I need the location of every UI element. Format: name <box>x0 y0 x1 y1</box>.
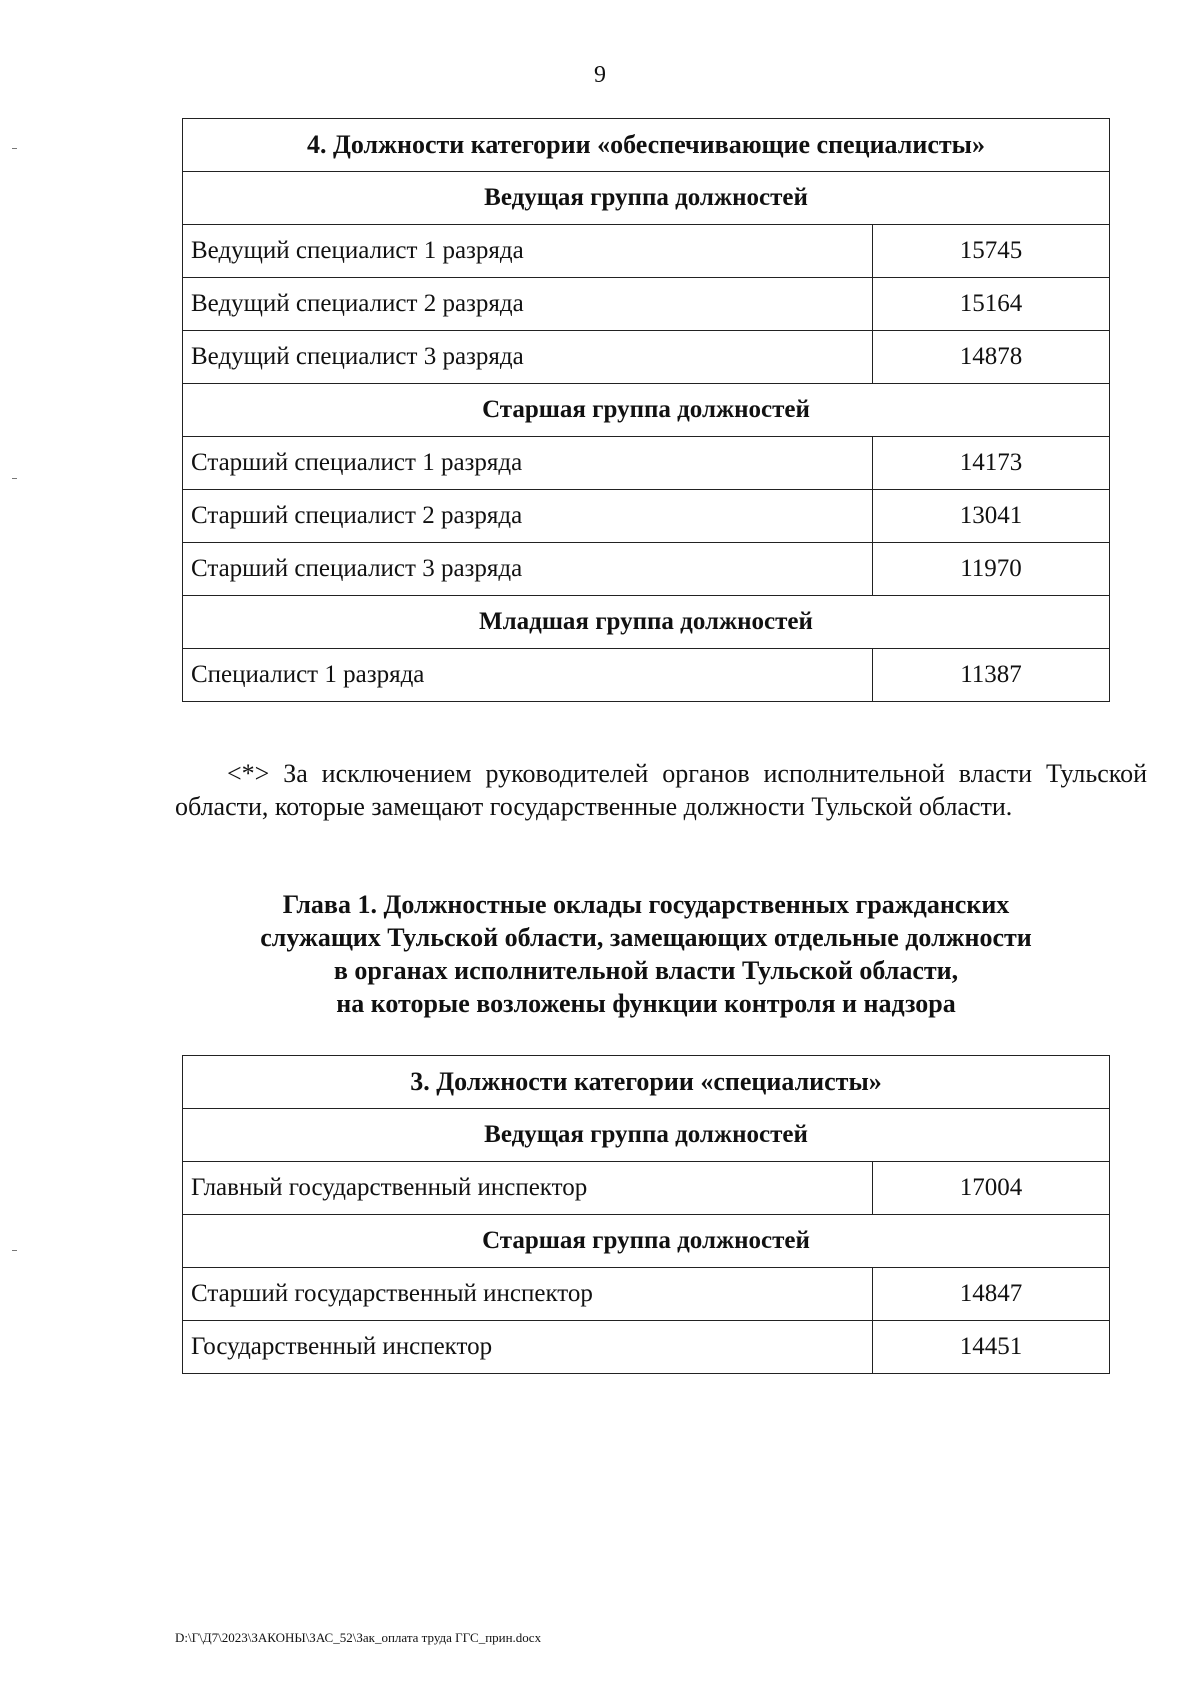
salary-cell: 15164 <box>873 278 1110 331</box>
group-heading-row <box>183 384 1110 437</box>
position-cell: Старший государственный инспектор <box>183 1268 873 1321</box>
table-row <box>183 331 1110 384</box>
group-heading-row <box>183 1109 1110 1162</box>
chapter-title-line: на которые возложены функции контроля и надзора <box>336 989 956 1018</box>
position-cell: Специалист 1 разряда <box>183 649 873 702</box>
position-cell: Государственный инспектор <box>183 1321 873 1374</box>
table-row <box>183 490 1110 543</box>
table-row <box>183 1268 1110 1321</box>
group-heading-row <box>183 596 1110 649</box>
group-heading: Младшая группа должностей <box>183 596 1110 649</box>
position-cell: Старший специалист 3 разряда <box>183 543 873 596</box>
table-row <box>183 1321 1110 1374</box>
salary-cell: 17004 <box>873 1162 1110 1215</box>
scan-margin-mark <box>12 1250 17 1251</box>
table-title: 3. Должности категории «специалисты» <box>183 1056 1110 1109</box>
group-heading: Ведущая группа должностей <box>183 172 1110 225</box>
salary-table-specialists <box>182 1055 1110 1374</box>
table-row <box>183 278 1110 331</box>
table-row <box>183 1162 1110 1215</box>
position-cell: Ведущий специалист 1 разряда <box>183 225 873 278</box>
scan-margin-mark <box>12 478 17 479</box>
page-number: 9 <box>594 62 606 88</box>
salary-cell: 14847 <box>873 1268 1110 1321</box>
group-heading: Ведущая группа должностей <box>183 1109 1110 1162</box>
chapter-title-line: Глава 1. Должностные оклады государственных гражданских <box>282 890 1010 919</box>
salary-cell: 14878 <box>873 331 1110 384</box>
salary-cell: 11387 <box>873 649 1110 702</box>
salary-cell: 13041 <box>873 490 1110 543</box>
chapter-title-line: в органах исполнительной власти Тульской области, <box>333 956 959 985</box>
position-cell: Ведущий специалист 2 разряда <box>183 278 873 331</box>
chapter-title <box>182 888 1110 1020</box>
table-row <box>183 225 1110 278</box>
scan-margin-mark <box>12 148 17 149</box>
table-row <box>183 437 1110 490</box>
salary-cell: 15745 <box>873 225 1110 278</box>
salary-cell: 14451 <box>873 1321 1110 1374</box>
group-heading-row <box>183 172 1110 225</box>
group-heading: Старшая группа должностей <box>183 384 1110 437</box>
footnote: <*> За исключением руководителей органов исполнительной власти Тульской области, которые замещают государственные должности Тульской области. <box>175 759 1147 821</box>
table-title-row <box>183 1056 1110 1109</box>
position-cell: Ведущий специалист 3 разряда <box>183 331 873 384</box>
chapter-title-line: служащих Тульской области, замещающих отдельные должности <box>260 923 1032 952</box>
salary-table-support-specialists <box>182 118 1110 702</box>
table-title-row <box>183 119 1110 172</box>
group-heading-row <box>183 1215 1110 1268</box>
group-heading: Старшая группа должностей <box>183 1215 1110 1268</box>
salary-cell: 11970 <box>873 543 1110 596</box>
table-title: 4. Должности категории «обеспечивающие специалисты» <box>183 119 1110 172</box>
position-cell: Старший специалист 1 разряда <box>183 437 873 490</box>
file-path-footer: D:\Г\Д7\2023\ЗАКОНЫ\ЗАС_52\Зак_оплата труда ГГС_прин.docx <box>175 1630 542 1645</box>
table-row <box>183 649 1110 702</box>
position-cell: Старший специалист 2 разряда <box>183 490 873 543</box>
salary-cell: 14173 <box>873 437 1110 490</box>
position-cell: Главный государственный инспектор <box>183 1162 873 1215</box>
table-row <box>183 543 1110 596</box>
